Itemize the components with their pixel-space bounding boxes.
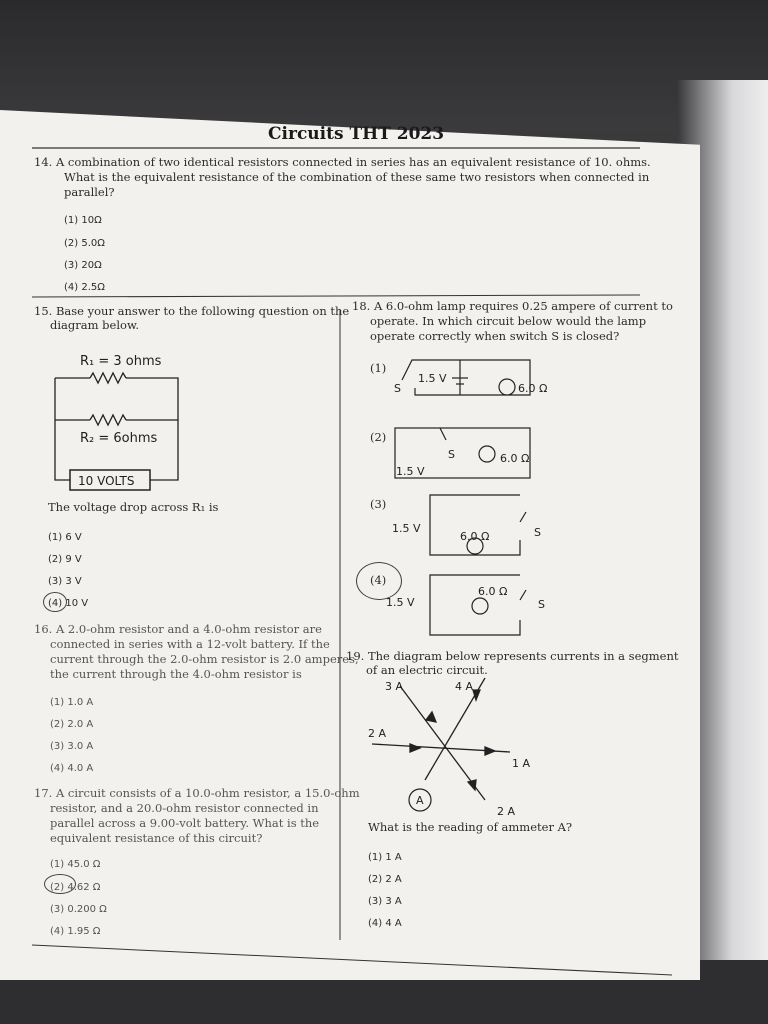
q18-option-4: (4): [370, 573, 387, 587]
q19-prompt: What is the reading of ammeter A?: [368, 820, 573, 834]
q15-r2-label: R₂ = 6ohms: [80, 431, 158, 446]
q18-c4-switch: S: [538, 598, 545, 611]
q19-option-3: (3) 3 A: [368, 896, 402, 907]
q14-option-2: (2) 5.0Ω: [64, 238, 105, 249]
q17-line2: resistor, and a 20.0-ohm resistor connected in: [50, 801, 319, 815]
q19-line2: of an electric circuit.: [366, 663, 488, 677]
q19-current-1a: 1 A: [512, 757, 531, 770]
q18-option-3: (3): [370, 497, 387, 511]
q18-line1: 18. A 6.0-ohm lamp requires 0.25 ampere of current to: [352, 299, 673, 313]
q15-battery-label: 10 VOLTS: [78, 474, 135, 488]
bottom-rule: [32, 945, 672, 975]
q16-line1: 16. A 2.0-ohm resistor and a 4.0-ohm resistor are: [34, 622, 322, 636]
q18-c4-battery: 1.5 V: [386, 596, 415, 609]
q18-c2-battery: 1.5 V: [396, 465, 425, 478]
q19-line1: 19. The diagram below represents currents in a segment: [346, 649, 679, 663]
q18-line3: operate correctly when switch S is closed?: [370, 329, 620, 343]
q18-c2-switch: S: [448, 448, 455, 461]
q14-option-4: (4) 2.5Ω: [64, 282, 105, 293]
q18-c2-lamp: 6.0 Ω: [500, 452, 530, 465]
q19-junction: [372, 678, 510, 800]
q15-prompt: The voltage drop across R₁ is: [48, 500, 219, 514]
q16-line4: the current through the 4.0-ohm resistor is: [50, 667, 302, 681]
q14-line1: 14. A combination of two identical resistors connected in series has an equivalent resistance of 10. ohms.: [34, 155, 651, 169]
q19-option-1: (1) 1 A: [368, 852, 402, 863]
q16-option-1: (1) 1.0 A: [50, 697, 94, 708]
q17-option-4: (4) 1.95 Ω: [50, 926, 101, 937]
q15-option-3: (3) 3 V: [48, 576, 82, 587]
q17-line3: parallel across a 9.00-volt battery. What is the: [50, 816, 320, 830]
q19-option-4: (4) 4 A: [368, 918, 402, 929]
q14-option-3: (3) 20Ω: [64, 260, 102, 271]
q18-option-2: (2): [370, 430, 387, 444]
q19-current-2a-bottom: 2 A: [497, 805, 516, 818]
q16-line2: connected in series with a 12-volt battery. If the: [50, 637, 330, 651]
lamp-icon-1: [499, 379, 515, 395]
q18-option-1: (1): [370, 361, 387, 375]
q19-current-3a: 3 A: [385, 680, 404, 693]
q18-c1-lamp: 6.0 Ω: [518, 382, 548, 395]
lamp-icon-4: [472, 598, 488, 614]
q18-c1-switch: S: [394, 382, 401, 395]
q15-line1: 15. Base your answer to the following question on the: [34, 304, 350, 318]
q19-current-2a-left: 2 A: [368, 727, 387, 740]
q18-c3-switch: S: [534, 526, 541, 539]
q19-current-4a: 4 A: [455, 680, 474, 693]
q17-line1: 17. A circuit consists of a 10.0-ohm resistor, a 15.0-ohm: [34, 786, 360, 800]
q19-option-2: (2) 2 A: [368, 874, 402, 885]
q17-line4: equivalent resistance of this circuit?: [50, 831, 263, 845]
q16-option-2: (2) 2.0 A: [50, 719, 94, 730]
q15-option-4: (4) 10 V: [48, 598, 89, 609]
q16-option-3: (3) 3.0 A: [50, 741, 94, 752]
q16-option-4: (4) 4.0 A: [50, 763, 94, 774]
q15-option-1: (1) 6 V: [48, 532, 82, 543]
q18-line2: operate. In which circuit below would the lamp: [370, 314, 647, 328]
q15-r1-label: R₁ = 3 ohms: [80, 354, 162, 369]
q14-line2: What is the equivalent resistance of the combination of these same two resistors when connected in: [64, 170, 650, 184]
q17-option-2: (2) 4.62 Ω: [50, 882, 101, 893]
q16-line3: current through the 2.0-ohm resistor is 2.0 amperes,: [50, 652, 359, 666]
q19-meter-label: A: [416, 794, 424, 807]
section-rule: [32, 295, 640, 297]
lamp-icon-2: [479, 446, 495, 462]
page-title: Circuits THT 2023: [268, 124, 445, 144]
q14-option-1: (1) 10Ω: [64, 215, 102, 226]
q18-c1-battery: 1.5 V: [418, 372, 447, 385]
q17-option-3: (3) 0.200 Ω: [50, 904, 107, 915]
q17-option-1: (1) 45.0 Ω: [50, 859, 101, 870]
q18-c3-battery: 1.5 V: [392, 522, 421, 535]
q18-c4-lamp: 6.0 Ω: [478, 585, 508, 598]
q14-line3: parallel?: [64, 185, 115, 199]
q15-line2: diagram below.: [50, 318, 140, 332]
q15-option-2: (2) 9 V: [48, 554, 82, 565]
q18-c3-lamp: 6.0 Ω: [460, 530, 490, 543]
